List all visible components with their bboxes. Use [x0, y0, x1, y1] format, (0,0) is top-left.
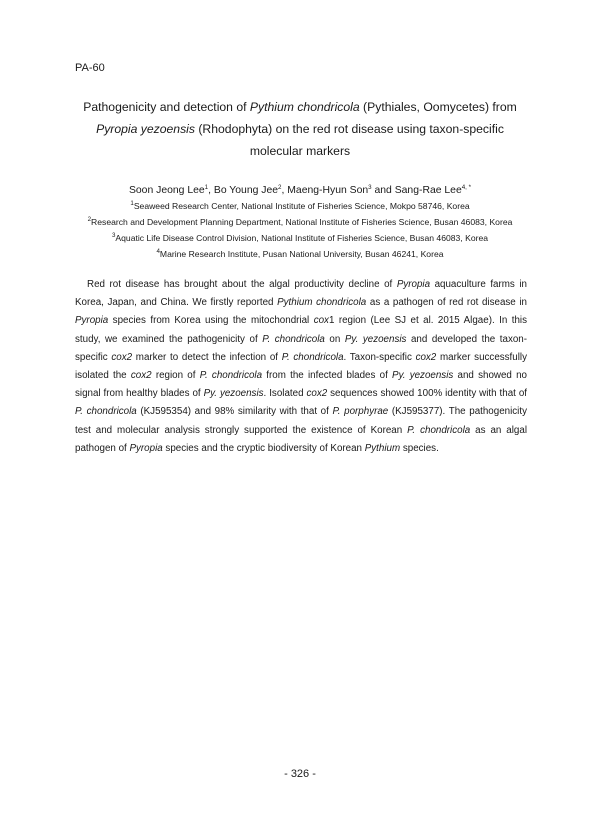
- abstract-text: Red rot disease has brought about the algal productivity decline of: [87, 279, 397, 290]
- abstract-text: as a pathogen of red rot disease in: [366, 297, 527, 309]
- abstract-text: . Isolated: [263, 388, 307, 400]
- abstract-body: [75, 276, 527, 458]
- abstract-text: on: [324, 333, 345, 345]
- author-affiliation-mark: 2: [278, 184, 282, 191]
- affiliation-text: Aquatic Life Disease Control Division, National Institute of Fisheries Science, Busan 46083, Korea: [115, 233, 489, 243]
- abstract-text: from the infected blades of: [262, 370, 393, 382]
- abstract-italic: cox: [313, 315, 329, 327]
- abstract-text: 1 region (Lee SJ et al. 2015 Algae). In this study, we examined the pathogenicity of: [75, 315, 528, 345]
- abstract-text: species.: [400, 442, 439, 454]
- author-name: Maeng-Hyun Son: [287, 185, 369, 196]
- abstract-italic: Pyropia: [75, 315, 109, 327]
- affiliation: [30, 232, 570, 244]
- abstract-text: . Taxon-specific: [343, 351, 416, 363]
- abstract-text: marker to detect the infection of: [132, 351, 282, 363]
- abstract-italic: Pyropia: [396, 279, 431, 290]
- affiliation-mark: 4: [156, 248, 160, 255]
- affiliation-mark: 2: [87, 216, 92, 223]
- author-affiliation-mark: 3: [368, 184, 372, 191]
- abstract-italic: P. chondricola: [281, 351, 344, 363]
- title-text: (Pythiales, Oomycetes) from: [359, 100, 517, 114]
- abstract-italic: Pyropia: [129, 442, 163, 454]
- abstract-italic: P. chondricola: [407, 424, 471, 436]
- abstract-text: as an algal pathogen of: [75, 424, 527, 454]
- author-list: [40, 183, 560, 199]
- abstract-paragraph: [75, 276, 527, 458]
- page-number: - 326 -: [284, 768, 316, 780]
- title-species: Pythium chondricola: [249, 100, 360, 114]
- abstract-text: aquaculture farms in Korea, Japan, and China. We firstly reported: [75, 279, 527, 309]
- title-species: Pyropia yezoensis: [96, 122, 195, 136]
- abstract-italic: P. chondricola: [199, 370, 263, 382]
- abstract-text: region of: [151, 370, 200, 382]
- title-text: molecular markers: [249, 144, 351, 158]
- author-name: Bo Young Jee: [213, 185, 279, 196]
- abstract-italic: P. chondricola: [262, 333, 325, 345]
- abstract-text: marker successfully isolated the: [75, 351, 527, 382]
- abstract-text: species from Korea using the mitochondrial: [108, 315, 314, 327]
- abstract-code: PA-60: [75, 62, 105, 74]
- abstract-italic: cox2: [130, 370, 152, 382]
- abstract-italic: Py. yezoensis: [344, 333, 407, 345]
- author-name: Soon Jeong Lee: [128, 185, 205, 196]
- affiliation-text: Research and Development Planning Department, National Institute of Fisheries Science, Busan 46083, Korea: [91, 217, 513, 227]
- title-text: Pathogenicity and detection of: [83, 100, 250, 114]
- paper-title: [70, 96, 530, 162]
- abstract-italic: cox2: [111, 351, 133, 363]
- abstract-italic: Py. yezoensis: [203, 388, 264, 400]
- abstract-italic: Pythium chondricola: [277, 297, 367, 309]
- affiliation-text: Seaweed Research Center, National Institute of Fisheries Science, Mokpo 58746, Korea: [133, 201, 470, 211]
- author-affiliation-mark: 1: [204, 184, 209, 191]
- affiliation: [30, 200, 570, 212]
- abstract-text: and showed no signal from healthy blades of: [75, 370, 528, 400]
- abstract-italic: Pythium: [364, 442, 401, 454]
- abstract-text: (KJ595354) and 98% similarity with that of: [136, 406, 333, 418]
- affiliation: [30, 248, 570, 260]
- author-conjunction: and: [371, 185, 395, 196]
- affiliation: [30, 216, 570, 228]
- abstract-italic: cox2: [306, 388, 328, 400]
- abstract-italic: Py. yezoensis: [392, 370, 454, 382]
- abstract-text: sequences showed 100% identity with that of: [327, 388, 528, 400]
- abstract-italic: P. chondricola: [75, 406, 137, 418]
- abstract-text: and developed the taxon-specific: [75, 333, 528, 363]
- affiliation-mark: 3: [111, 232, 116, 239]
- author-affiliation-mark: 4, *: [461, 184, 472, 191]
- abstract-italic: P. porphyrae: [332, 406, 389, 418]
- affiliation-mark: 1: [130, 200, 134, 207]
- title-text: (Rhodophyta) on the red rot disease using taxon-specific: [194, 122, 504, 136]
- abstract-text: (KJ595377). The pathogenicity test and molecular analysis strongly supported the existence of Korean: [75, 406, 527, 436]
- author-name: Sang-Rae Lee: [394, 185, 462, 196]
- affiliation-text: Marine Research Institute, Pusan National University, Busan 46241, Korea: [159, 249, 444, 259]
- abstract-italic: cox2: [415, 351, 437, 363]
- author-separator: ,: [208, 185, 214, 196]
- author-separator: ,: [281, 185, 288, 196]
- abstract-text: species and the cryptic biodiversity of Korean: [162, 442, 365, 454]
